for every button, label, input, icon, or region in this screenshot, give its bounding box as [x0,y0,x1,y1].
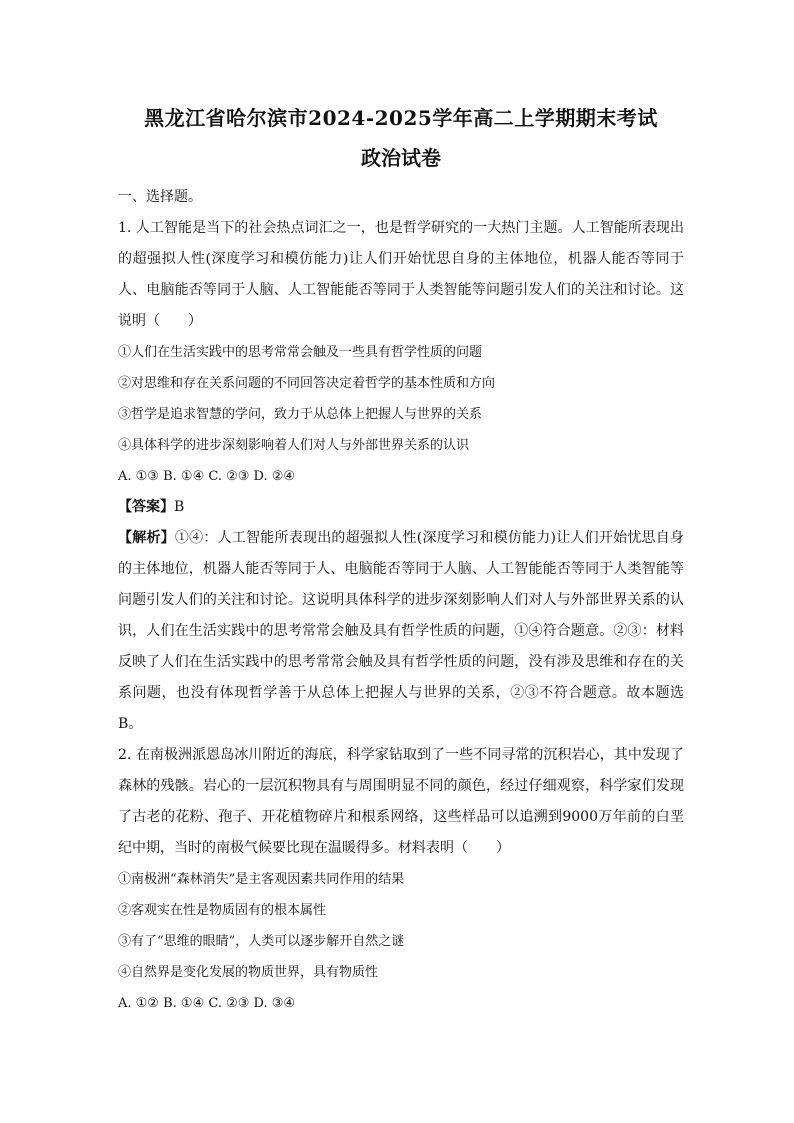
question-2-option-2: ②客观实在性是物质固有的根本属性 [118,903,327,918]
answer-value: B [174,499,185,515]
question-1-option-1: ①人们在生活实践中的思考常常会触及一些具有哲学性质的问题 [118,345,483,360]
question-1-option-3: ③哲学是追求智慧的学问，致力于从总体上把握人与世界的关系 [118,407,483,422]
question-1-option-2: ②对思维和存在关系问题的不同回答决定着哲学的基本性质和方向 [118,376,496,391]
page-title: 黑龙江省哈尔滨市2024-2025学年高二上学期期末考试 [144,106,658,130]
page-subtitle: 政治试卷 [361,146,441,170]
question-2-option-3: ③有了“思维的眼睛”，人类可以逐步解开自然之谜 [118,934,405,949]
analysis-text: ①④：人工智能所表现出的超强拟人性(深度学习和模仿能力)让人们开始忧思自身的主体地位，机器人能否等同于人、电脑能否等同于人脑、人工智能能否等同于人类智能等问题引发人们的关注和讨论。这说明具体科学的进步深刻影响人们对人与外部世界关系的认识，人们在生活实践中的思考常常会触及具有哲学性质的问题，①④符合题意。②③：材料反映了人们在生活实践中的思考常常会触及具有哲学性质的问题，没有涉及思维和存在的关系问题，也没有体现哲学善于从总体上把握人与世界的关系，②③不符合题意。故本题选B。 [118,530,685,732]
question-2-option-1: ①南极洲“森林消失”是主客观因素共同作用的结果 [118,872,405,887]
question-1-option-4: ④具体科学的进步深刻影响着人们对人与外部世界关系的认识 [118,438,470,453]
question-2-option-4: ④自然界是变化发展的物质世界，具有物质性 [118,965,379,980]
answer-label: 【答案】 [118,499,174,515]
section-heading: 一、选择题。 [118,189,202,205]
question-2-stem: 2. 在南极洲派恩岛冰川附近的海底，科学家钻取到了一些不同寻常的沉积岩心，其中发现了森林的残骸。岩心的一层沉积物具有与周围明显不同的颜色，经过仔细观察，科学家们发现了古老的花粉、孢子、开花植物碎片和根系网络，这些样品可以追溯到9000万年前的白垩纪中期，当时的南极气候要比现在温暖得多。材料表明（ ） [118,747,684,856]
question-1-stem: 1. 人工智能是当下的社会热点词汇之一，也是哲学研究的一大热门主题。人工智能所表现出的超强拟人性(深度学习和模仿能力)让人们开始忧思自身的主体地位，机器人能否等同于人、电脑能否等同于人脑、人工智能能否等同于人类智能等问题引发人们的关注和讨论。这说明（ ） [118,220,684,329]
question-1-answer [118,492,684,523]
question-2-choices: A. ①② B. ①④ C. ②③ D. ③④ [118,996,296,1011]
question-1-analysis [118,523,684,740]
question-1-choices: A. ①③ B. ①④ C. ②③ D. ②④ [118,469,296,484]
analysis-label: 【解析】 [118,530,175,546]
